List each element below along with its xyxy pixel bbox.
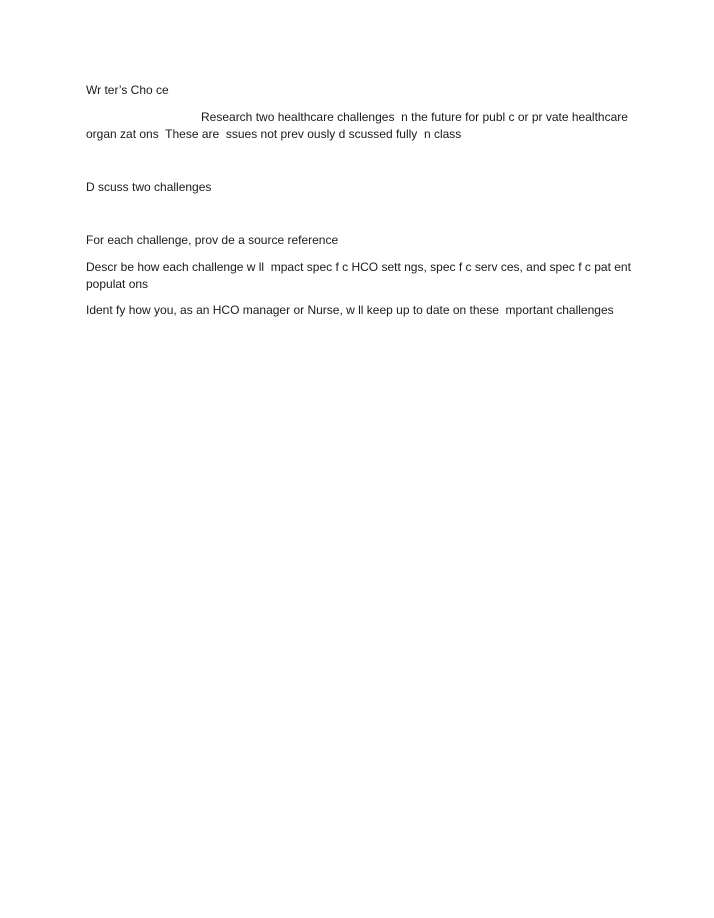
intro-paragraph: Research two healthcare challenges n the future for publ c or pr vate healthcare organ zat ons These are ssues not prev ously d scussed fully n class: [86, 110, 632, 141]
instruction-identify: Ident fy how you, as an HCO manager or Nurse, w ll keep up to date on these mportant challenges: [86, 303, 614, 317]
instruction-describe: Descr be how each challenge w ll mpact spec f c HCO sett ngs, spec f c serv ces, and spec f c pat ent populat ons: [86, 260, 635, 291]
instruction-source: For each challenge, prov de a source reference: [86, 233, 339, 247]
instruction-discuss: D scuss two challenges: [86, 180, 212, 194]
document-heading: Wr ter’s Cho ce: [86, 83, 169, 97]
